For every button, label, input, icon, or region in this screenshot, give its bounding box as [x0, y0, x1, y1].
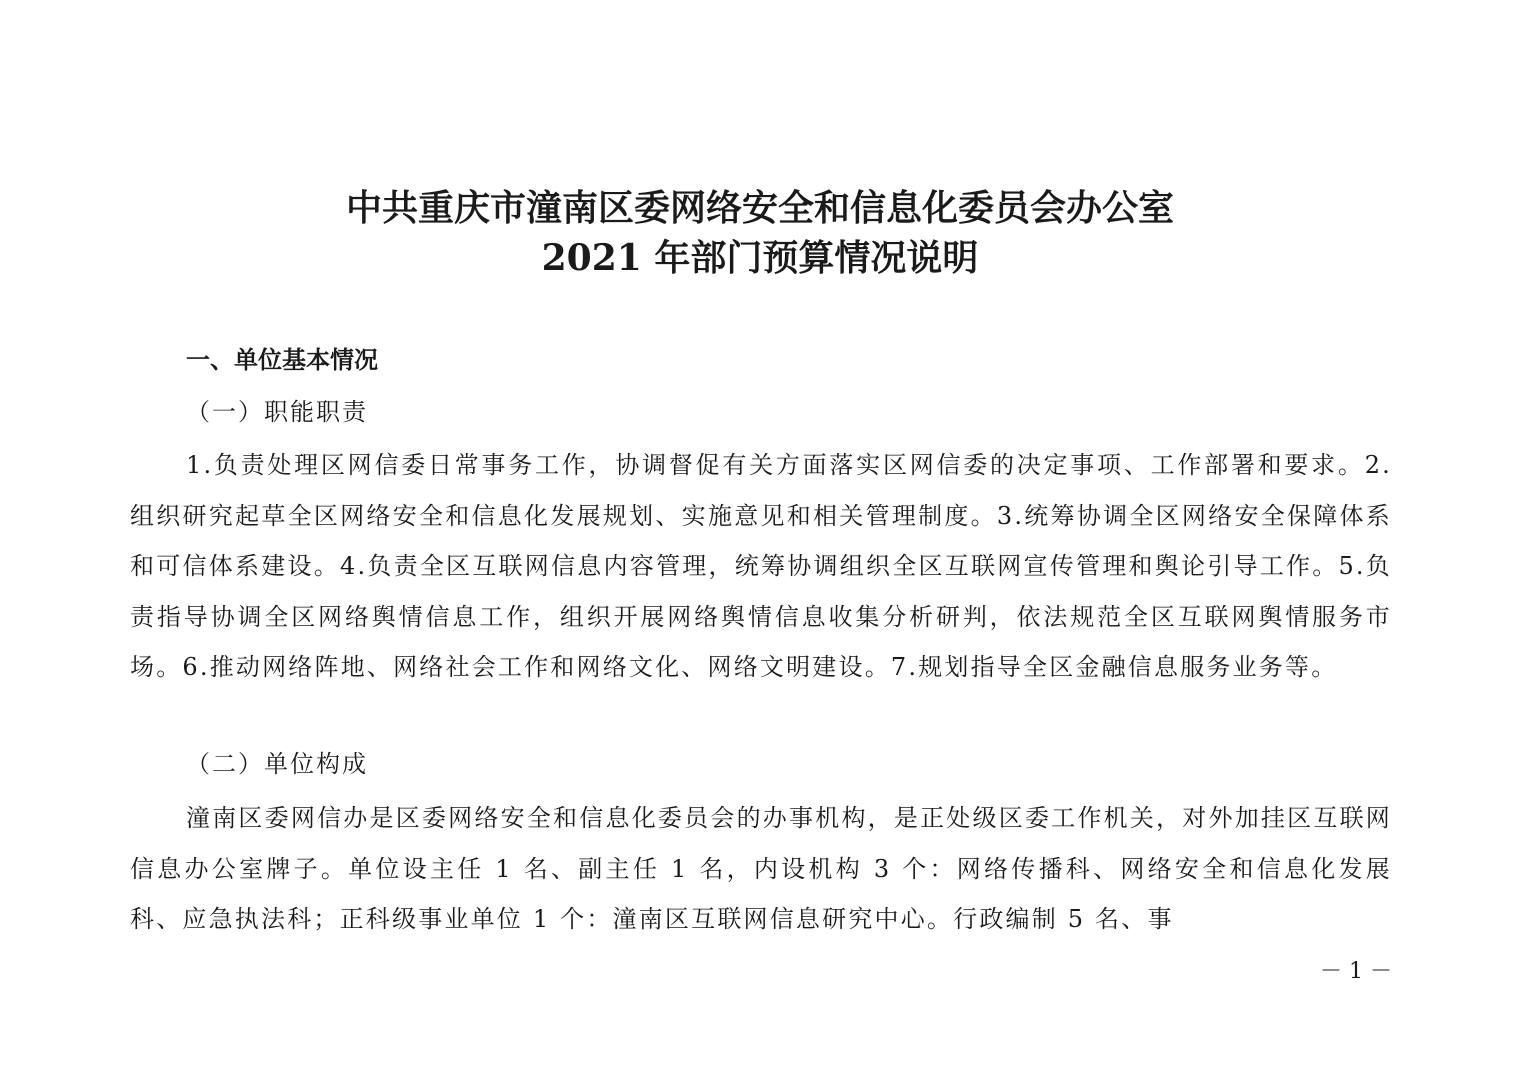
page-number: － 1 －	[1320, 959, 1392, 984]
document-title-line-1: 中共重庆市潼南区委网络安全和信息化委员会办公室	[345, 187, 1174, 229]
subsection-heading-duties: （一）职能职责	[186, 398, 368, 426]
document-title-line-2: 2021 年部门预算情况说明	[541, 237, 979, 279]
subsection-heading-composition: （二）单位构成	[186, 750, 368, 778]
duties-paragraph: 1.负责处理区网信委日常事务工作，协调督促有关方面落实区网信委的决定事项、工作部署和要求。2.组织研究起草全区网络安全和信息化发展规划、实施意见和相关管理制度。3.统筹协调全区网络安全保障体系和可信体系建设。4.负责全区互联网信息内容管理，统筹协调组织全区互联网宣传管理和舆论引导工作。5.负责指导协调全区网络舆情信息工作，组织开展网络舆情信息收集分析研判，依法规范全区互联网舆情服务市场。6.推动网络阵地、网络社会工作和网络文化、网络文明建设。7.规划指导全区金融信息服务业务等。	[130, 451, 1392, 681]
section-heading-basic-info: 一、单位基本情况	[186, 346, 378, 374]
composition-paragraph: 潼南区委网信办是区委网络安全和信息化委员会的办事机构，是正处级区委工作机关，对外加挂区互联网信息办公室牌子。单位设主任 1 名、副主任 1 名，内设机构 3 个：网络传播科、网络安全和信息化发展科、应急执法科；正科级事业单位 1 个：潼南区互联网信息研究中心。行政编制 5 名、事	[130, 804, 1392, 933]
